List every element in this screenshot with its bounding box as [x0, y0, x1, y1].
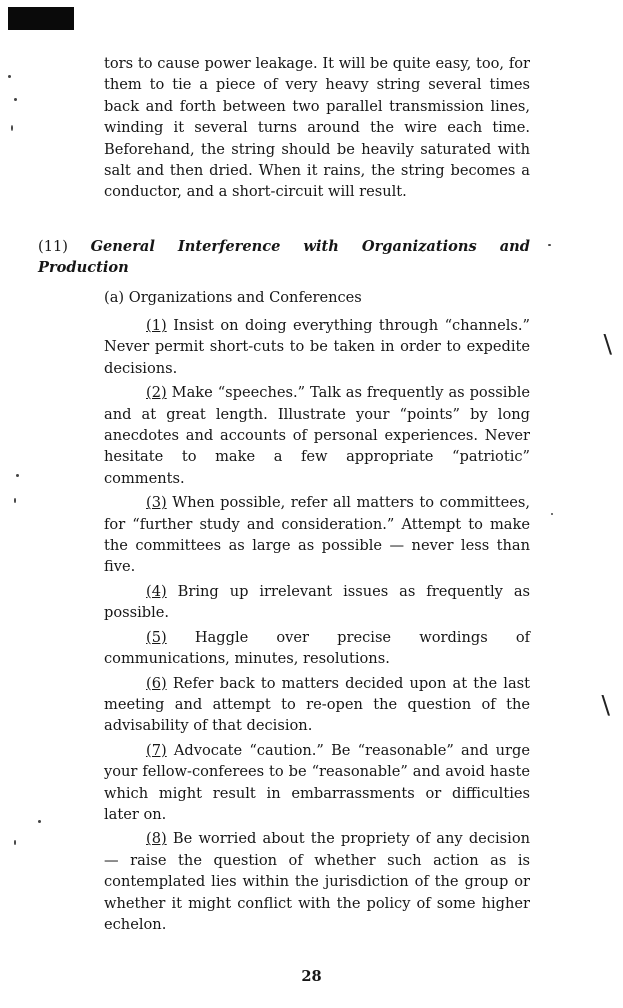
list-item — [104, 492, 530, 578]
binding-mark: ⧹ — [604, 332, 612, 358]
scan-speck — [14, 498, 16, 503]
scan-speck — [551, 513, 553, 515]
scan-speck — [38, 820, 41, 823]
item-number: (5) — [146, 628, 167, 646]
section-heading — [38, 236, 530, 279]
list-item — [104, 581, 530, 624]
redaction-block — [8, 7, 74, 30]
item-list — [104, 315, 530, 938]
section-title: General Interference with Organizations and Production — [38, 238, 530, 277]
scan-speck — [14, 98, 17, 101]
list-item — [104, 740, 530, 826]
item-text: Insist on doing everything through “channels.” Never permit short-cuts to be taken in order to expedite decisions. — [104, 317, 531, 377]
item-number: (7) — [146, 741, 167, 759]
item-number: (2) — [146, 384, 167, 402]
page-number: 28 — [301, 968, 322, 985]
scan-speck — [11, 125, 13, 131]
item-number: (3) — [146, 494, 167, 512]
list-item — [104, 382, 530, 489]
item-number: (1) — [146, 317, 167, 334]
item-text: Refer back to matters decided upon at the last meeting and attempt to re-open the question of the advisability of that decision. — [104, 674, 530, 735]
continuation-text: tors to cause power leakage. It will be quite easy, too, for them to tie a piece of very heavy string several times back and forth between two parallel transmission lines, winding it several turns around the wire each time. Beforehand, the string should be heavily saturated with salt and then dried. When it rains, the string becomes a conductor, and a short-circuit will result. — [104, 55, 530, 201]
scan-speck — [548, 244, 551, 246]
scan-speck — [16, 474, 19, 477]
item-text: Be worried about the propriety of any decision — raise the question of whether such action as is contemplated lies within the jurisdiction of the group or whether it might conflict with the policy of some higher echelon. — [104, 830, 531, 933]
binding-mark: ⧹ — [602, 693, 610, 719]
item-text: When possible, refer all matters to committees, for “further study and consideration.” Attempt to make the committees as large as possible — never less than five. — [104, 494, 530, 576]
section-number: (11) — [38, 238, 68, 255]
item-text: Haggle over precise wordings of communications, minutes, resolutions. — [104, 628, 531, 668]
item-number: (6) — [146, 674, 167, 692]
scan-speck — [14, 840, 16, 845]
scan-speck — [8, 75, 11, 78]
list-item — [104, 828, 530, 935]
item-text: Advocate “caution.” Be “reasonable” and urge your fellow-conferees to be “reasonable” and avoid haste which might result in embarrassments or difficulties later on. — [104, 741, 531, 823]
continuation-paragraph — [104, 53, 530, 203]
item-text: Make “speeches.” Talk as frequently as possible and at great length. Illustrate your “points” by long anecdotes and accounts of personal experiences. Never hesitate to make a few appropriate “patriotic” comments. — [104, 384, 531, 487]
item-text: Bring up irrelevant issues as frequently as possible. — [104, 582, 531, 622]
item-number: (8) — [146, 830, 167, 848]
list-item — [104, 673, 530, 737]
item-number: (4) — [146, 582, 167, 600]
list-item — [104, 315, 530, 379]
subsection-heading: (a) Organizations and Conferences — [104, 289, 362, 306]
list-item — [104, 627, 530, 670]
